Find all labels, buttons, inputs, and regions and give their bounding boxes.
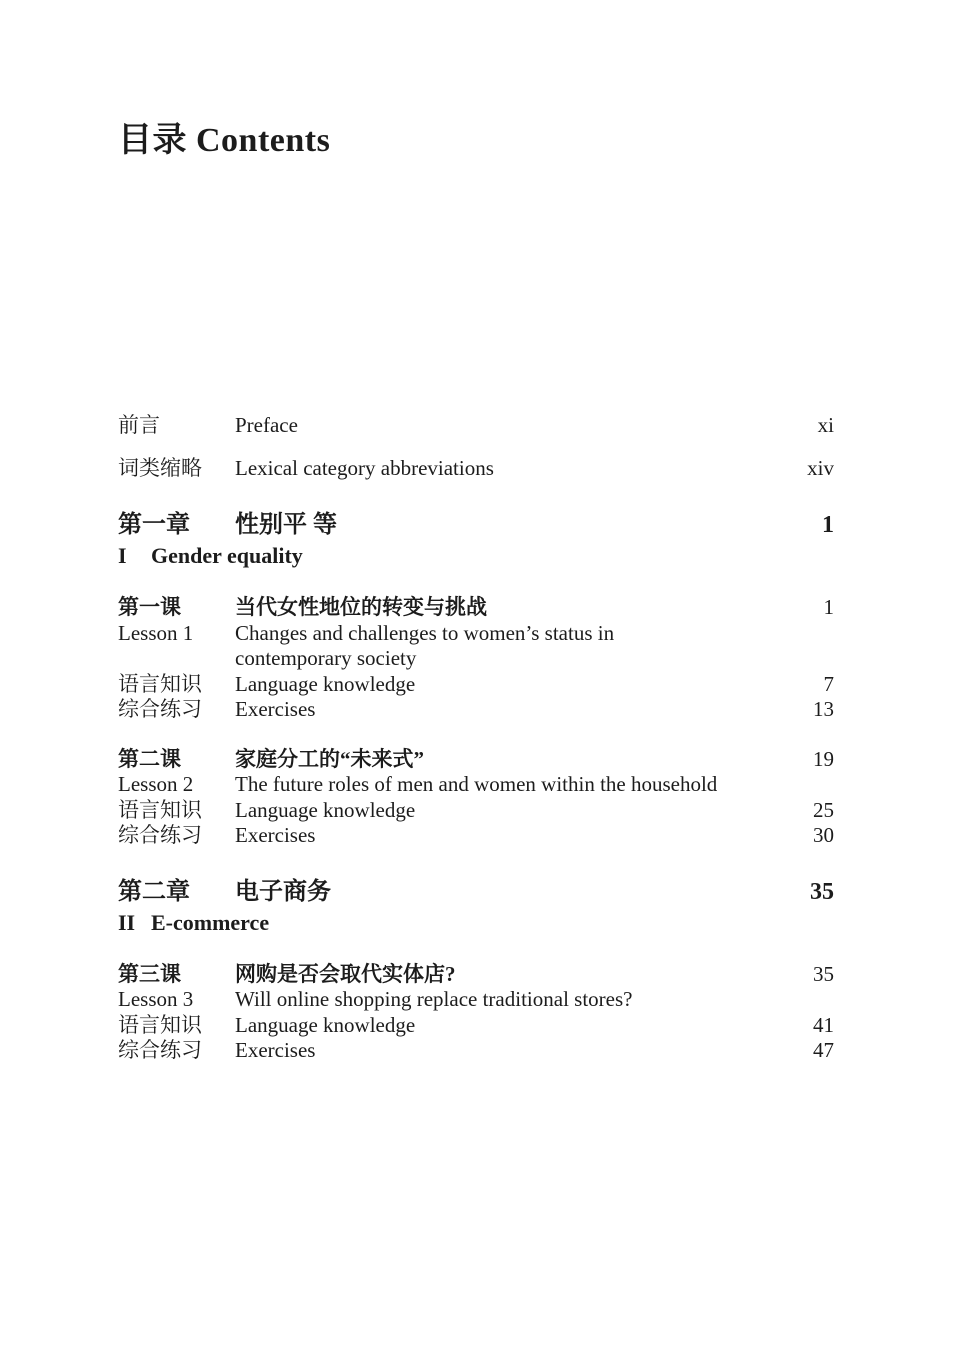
lesson-page-number: 35 <box>813 961 834 986</box>
lesson-page-number: 1 <box>823 595 834 619</box>
spacer <box>118 646 235 672</box>
lesson-title-en-line2: contemporary society <box>235 646 417 670</box>
chapter-1 <box>118 510 834 849</box>
lesson-label-en: Lesson 1 <box>118 620 194 645</box>
chapter-title-zh: 性别平 等 <box>235 512 337 538</box>
chapter-heading-zh <box>118 510 834 541</box>
section-title: Language knowledge <box>235 671 416 696</box>
lesson-title-row-en <box>118 621 834 647</box>
lesson-page-number: 19 <box>813 746 834 771</box>
section-title: Language knowledge <box>235 1012 416 1037</box>
lesson-title-en-line1: Will online shopping replace traditional stores? <box>235 987 633 1011</box>
lesson-title-zh: 家庭分工的“未来式” <box>235 746 424 771</box>
front-matter <box>118 411 834 482</box>
chapter-numeral: I <box>118 543 127 568</box>
toc-entry-preface <box>118 411 834 439</box>
section-label-zh: 语言知识 <box>118 671 202 696</box>
entry-title: Lexical category abbreviations <box>235 456 494 480</box>
section-page-number: 25 <box>813 797 834 822</box>
chapter-title-en: Gender equality <box>151 543 303 568</box>
chapter-heading-en <box>118 541 834 571</box>
entry-page-number: xiv <box>807 456 834 480</box>
lesson-title-row-zh <box>118 595 834 621</box>
toc-entry-abbreviations <box>118 454 834 482</box>
chapter-title-zh: 电子商务 <box>235 878 331 905</box>
lesson-label-zh: 第三课 <box>118 961 181 986</box>
section-page-number: 7 <box>823 671 834 696</box>
lesson-title-zh: 网购是否会取代实体店? <box>235 961 456 986</box>
lesson-title-en-line1: The future roles of men and women within the household <box>235 772 718 796</box>
lesson-title-row-zh <box>118 962 834 988</box>
lesson-3 <box>118 962 834 1064</box>
lesson-label-en: Lesson 2 <box>118 772 194 796</box>
chapter-label-zh: 第二章 <box>118 878 190 905</box>
lesson-title-row-en <box>118 987 834 1013</box>
lesson-2 <box>118 747 834 849</box>
section-language-knowledge <box>118 1013 834 1039</box>
entry-label-zh: 前言 <box>118 413 160 437</box>
chapter-title-en: E-commerce <box>151 909 270 935</box>
section-title: Exercises <box>235 1038 316 1062</box>
chapter-numeral: II <box>118 909 136 935</box>
lesson-label-zh: 第二课 <box>118 746 181 771</box>
chapter-heading-zh <box>118 877 834 908</box>
section-exercises <box>118 697 834 723</box>
section-page-number: 13 <box>813 697 834 721</box>
section-page-number: 41 <box>813 1012 834 1037</box>
chapter-page-number: 1 <box>822 512 834 538</box>
page-title: 目录 Contents <box>118 122 331 159</box>
lesson-title-row-zh <box>118 747 834 773</box>
chapter-heading-en <box>118 908 834 938</box>
lesson-title-row-en <box>118 772 834 798</box>
section-title: Exercises <box>235 823 316 847</box>
section-label-zh: 综合练习 <box>118 697 202 721</box>
section-language-knowledge <box>118 672 834 698</box>
chapter-page-number: 35 <box>810 878 834 905</box>
entry-title: Preface <box>235 413 298 437</box>
lesson-label-zh: 第一课 <box>118 595 181 619</box>
section-exercises <box>118 1038 834 1064</box>
section-title: Language knowledge <box>235 797 416 822</box>
chapter-label-zh: 第一章 <box>118 512 190 538</box>
section-page-number: 47 <box>813 1038 834 1062</box>
lesson-title-en-line1: Changes and challenges to women’s status in <box>235 620 615 645</box>
lesson-title-zh: 当代女性地位的转变与挑战 <box>235 595 487 619</box>
entry-label-zh: 词类缩略 <box>118 456 202 480</box>
toc-content <box>118 120 834 1064</box>
section-exercises <box>118 823 834 849</box>
lesson-title-row-en-cont <box>118 646 834 672</box>
section-label-zh: 语言知识 <box>118 1012 202 1037</box>
section-language-knowledge <box>118 798 834 824</box>
section-page-number: 30 <box>813 823 834 847</box>
section-title: Exercises <box>235 697 316 721</box>
lesson-1 <box>118 595 834 723</box>
section-label-zh: 语言知识 <box>118 797 202 822</box>
section-label-zh: 综合练习 <box>118 823 202 847</box>
chapter-2 <box>118 877 834 1064</box>
entry-page-number: xi <box>817 413 834 437</box>
section-label-zh: 综合练习 <box>118 1038 202 1062</box>
lesson-label-en: Lesson 3 <box>118 987 194 1011</box>
